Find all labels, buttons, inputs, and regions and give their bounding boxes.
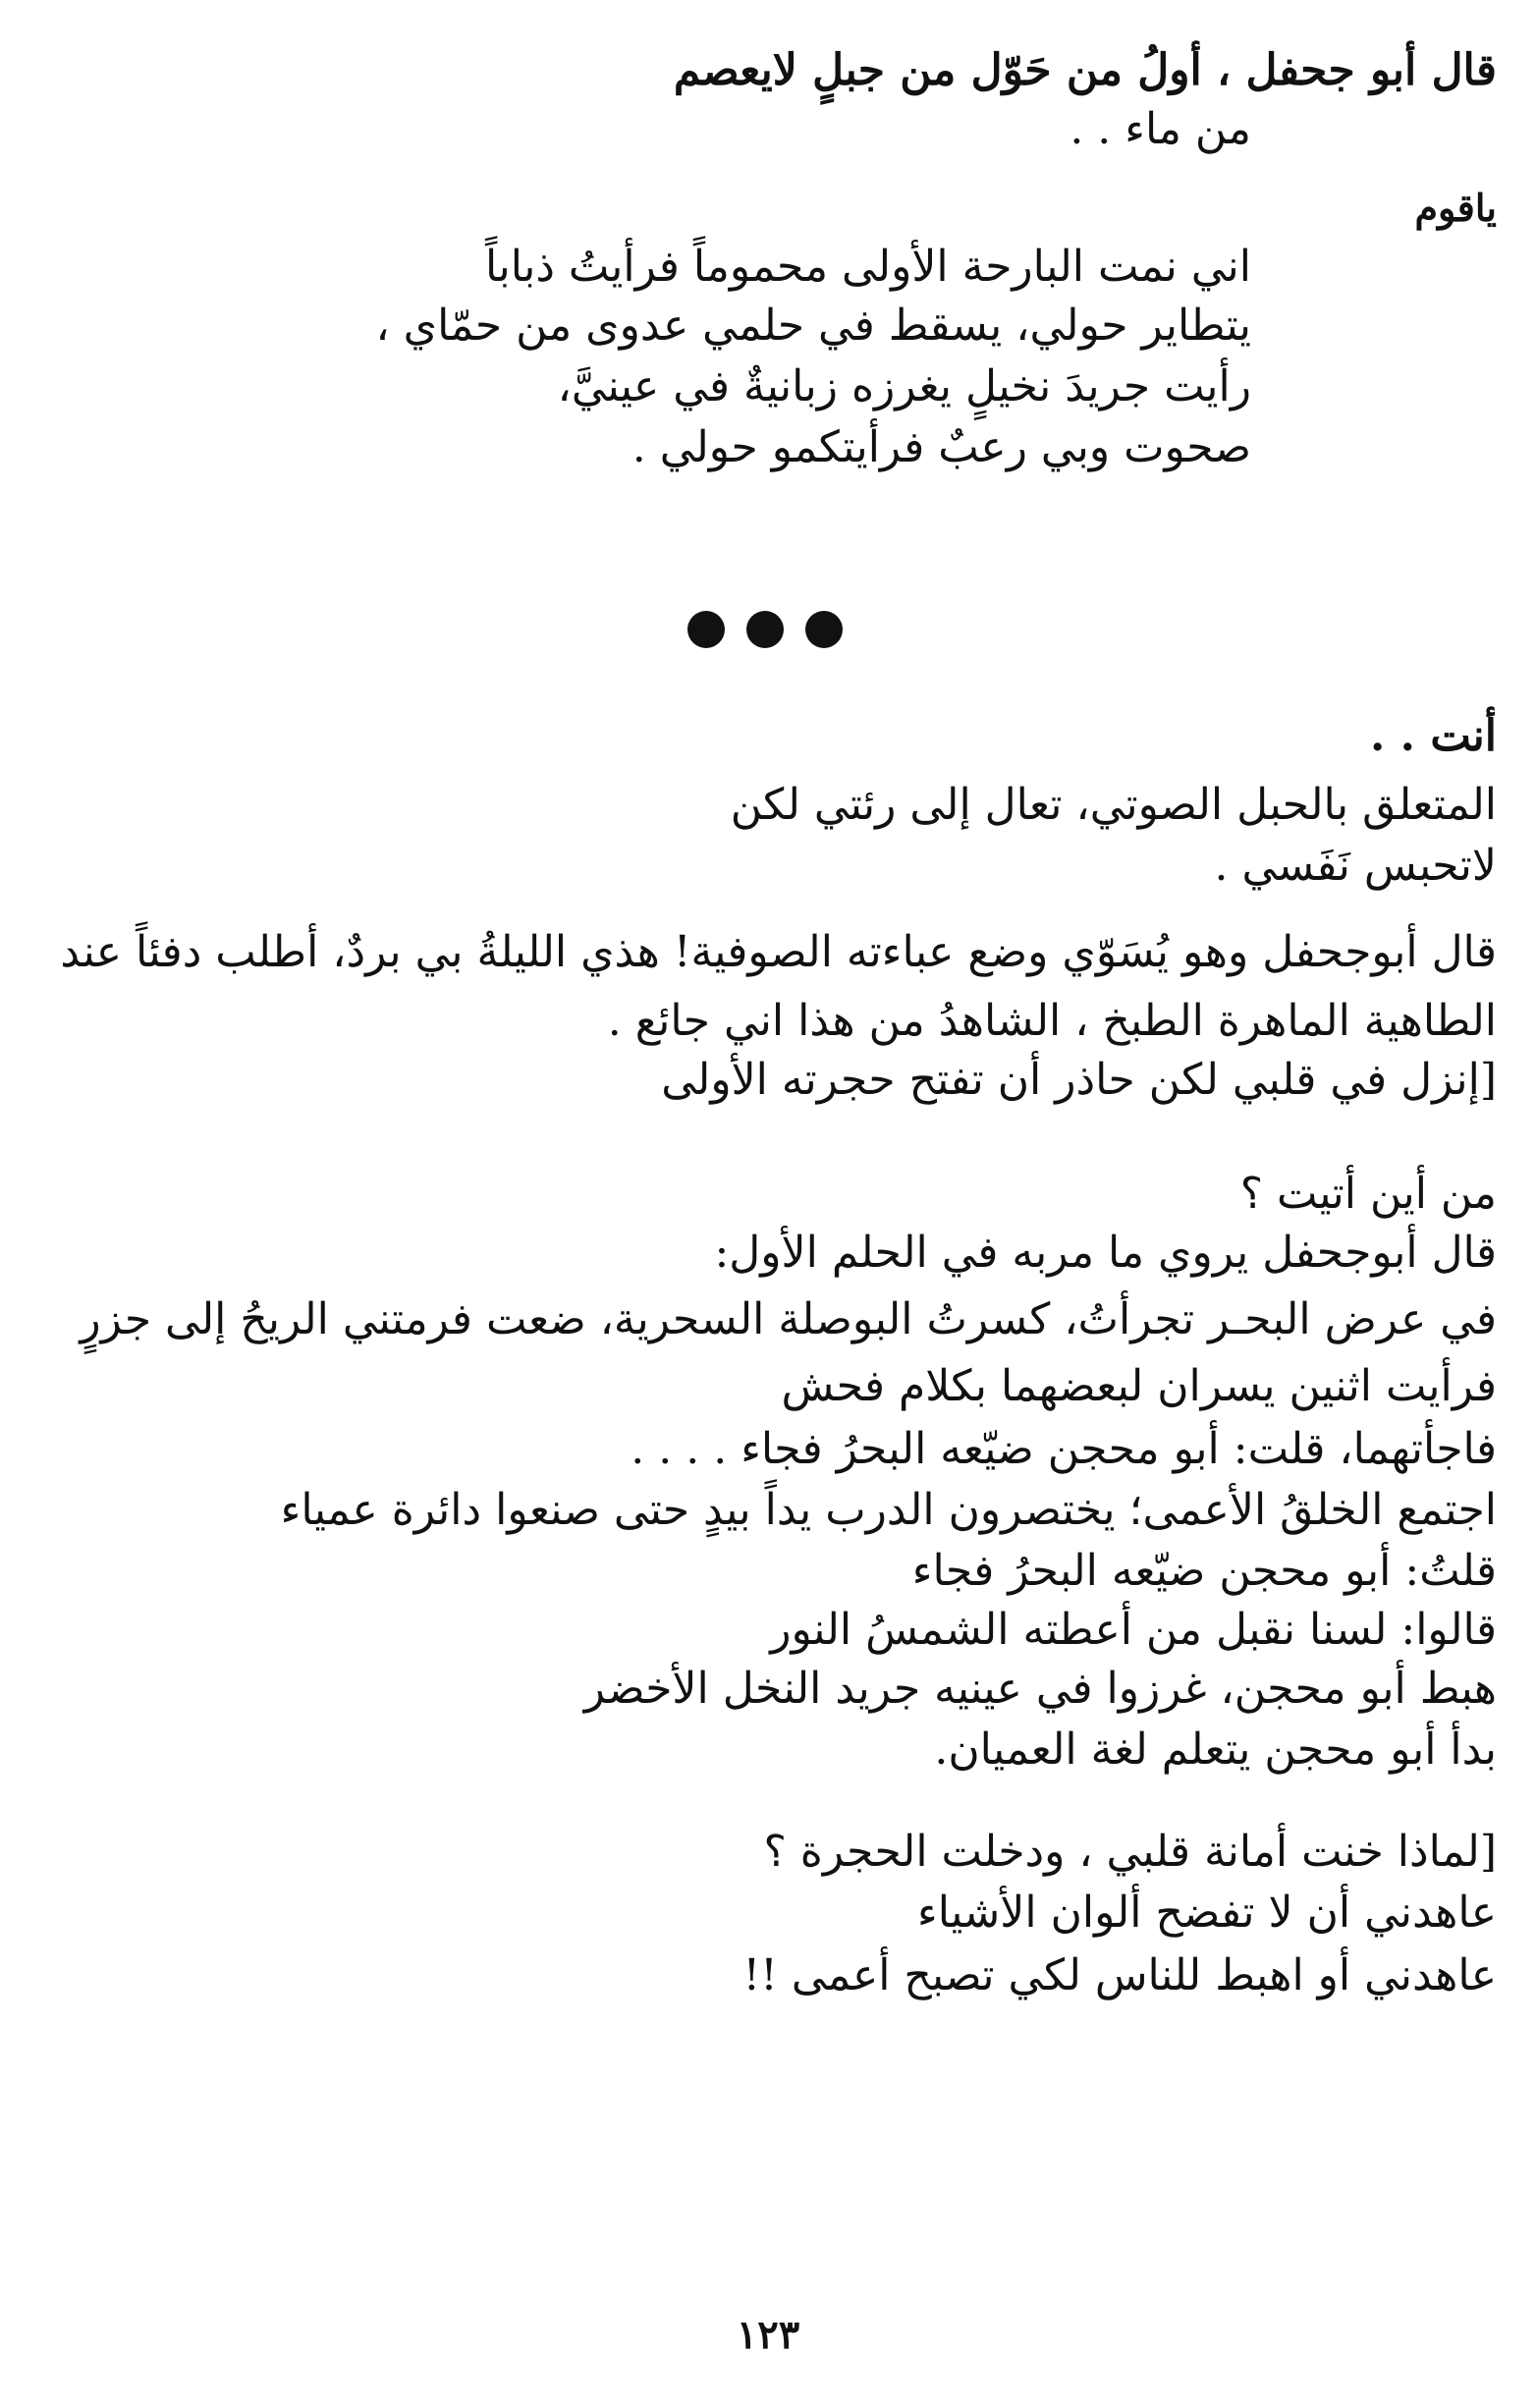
text-line: قالوا: لسنا نقبل من أعطته الشمسُ النور bbox=[770, 1605, 1497, 1655]
text-line: بدأ أبو محجن يتعلم لغة العميان. bbox=[934, 1724, 1497, 1775]
text-line: الطاهية الماهرة الطبخ ، الشاهدُ من هذا اني جائع . bbox=[607, 996, 1497, 1046]
text-line: المتعلق بالحبل الصوتي، تعال إلى رئتي لكن bbox=[730, 780, 1497, 830]
text-line: [لماذا خنت أمانة قلبي ، ودخلت الحجرة ؟ bbox=[763, 1827, 1497, 1877]
text-line: لاتحبس نَفَسي . bbox=[1214, 841, 1497, 891]
text-line: فاجأتهما، قلت: أبو محجن ضيّعه البحرُ فجاء . . . . bbox=[631, 1424, 1497, 1474]
text-line: قال أبو جحفل ، أولُ من حَوّل من جبلٍ لايعصم bbox=[673, 45, 1497, 95]
section-separator bbox=[687, 611, 843, 648]
separator-dot bbox=[687, 611, 725, 648]
text-line: أنت . . bbox=[1370, 711, 1497, 761]
text-line: [إنزل في قلبي لكن حاذر أن تفتح حجرته الأولى bbox=[661, 1055, 1497, 1105]
separator-dot bbox=[805, 611, 843, 648]
text-line: عاهدني أو اهبط للناس لكي تصبح أعمى !! bbox=[742, 1950, 1497, 2000]
text-line: هبط أبو محجن، غرزوا في عينيه جريد النخل الأخضر bbox=[583, 1664, 1497, 1714]
verse-line: رأيت جريدَ نخيلٍ يغرزه زبانيةٌ في عينيَّ، bbox=[557, 361, 1251, 411]
text-line: من أين أتيت ؟ bbox=[1239, 1169, 1497, 1219]
verse-line: يتطاير حولي، يسقط في حلمي عدوى من حمّاي ، bbox=[375, 301, 1251, 351]
text-line: في عرض البحـر تجرأتُ، كسرتُ البوصلة السحرية، ضعت فرمتني الريحُ إلى جزرٍ bbox=[80, 1294, 1497, 1344]
text-line: اجتمع الخلقُ الأعمى؛ يختصرون الدرب يداً بيدٍ حتى صنعوا دائرة عمياء bbox=[280, 1485, 1497, 1535]
text-line: قلتُ: أبو محجن ضيّعه البحرُ فجاء bbox=[911, 1546, 1497, 1596]
separator-dot bbox=[746, 611, 784, 648]
verse-line: اني نمت البارحة الأولى محموماً فرأيتُ ذباباً bbox=[485, 242, 1251, 292]
text-line: فرأيت اثنين يسران لبعضهما بكلام فحش bbox=[781, 1361, 1497, 1411]
section-heading: ياقوم bbox=[1414, 186, 1497, 230]
text-line: من ماء . . bbox=[1070, 104, 1251, 154]
text-line: قال أبوجحفل وهو يُسَوّي وضع عباءته الصوفية! هذي الليلةُ بي بردٌ، أطلب دفئاً عند bbox=[60, 927, 1497, 977]
verse-line: صحوت وبي رعبٌ فرأيتكمو حولي . bbox=[631, 422, 1251, 472]
text-line: قال أبوجحفل يروي ما مربه في الحلم الأول: bbox=[714, 1228, 1497, 1278]
text-line: عاهدني أن لا تفضح ألوان الأشياء bbox=[917, 1888, 1497, 1938]
page-number: ١٢٣ bbox=[736, 2312, 800, 2358]
